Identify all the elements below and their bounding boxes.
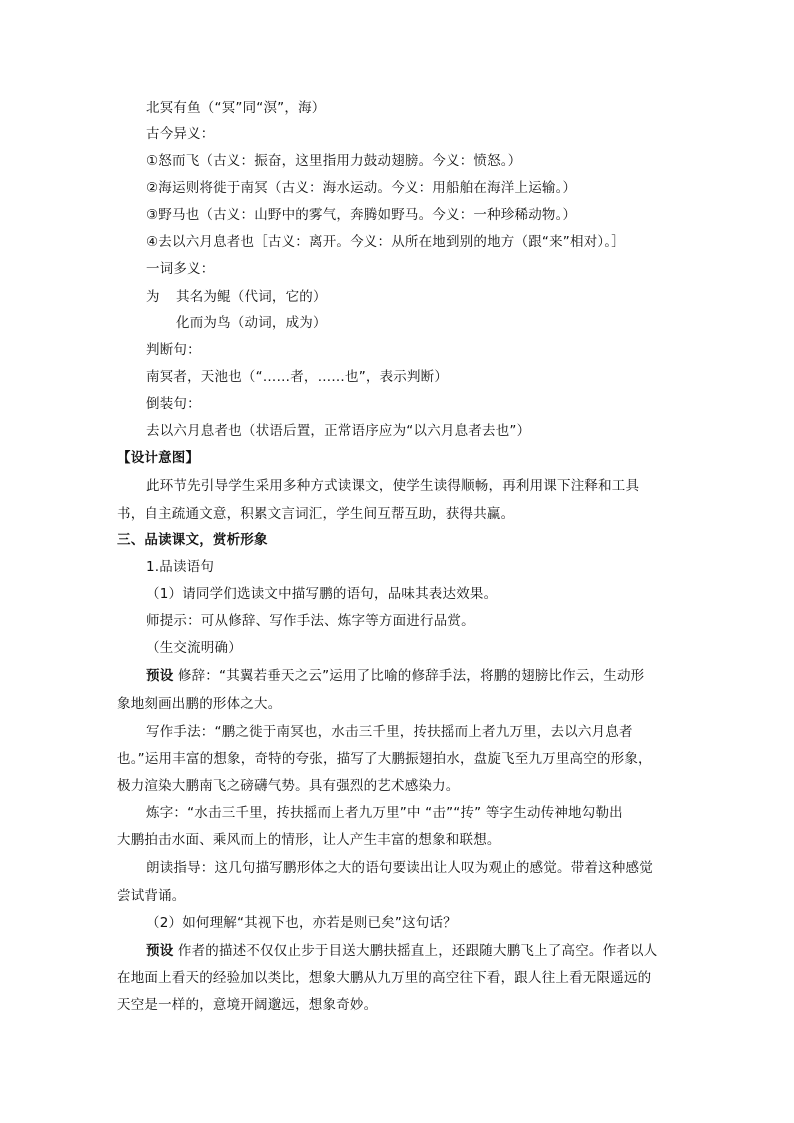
yushe-2-line-1 [146,941,657,961]
gujin-heading: 古今异义： [146,126,215,142]
question-1: （1）请同学们选读文中描写鹏的语句，品味其表达效果。 [146,586,498,602]
design-heading: 【设计意图】 [117,450,200,466]
yushe-2-line-2: 在地面上看天的经验加以类比，想象大鹏从九万里的高空往下看，跟人往上看无限遥远的 [117,970,652,986]
design-text-line-2: 书，自主疏通文意，积累文言词汇，学生间互帮互助，获得共赢。 [117,506,515,522]
gujin-item-1: ①怒而飞（古义：振奋，这里指用力鼓动翅膀。今义：愤怒。） [146,153,522,169]
writing-line-3: 极力渲染大鹏南飞之磅礴气势。具有强烈的艺术感染力。 [117,778,460,794]
question-2: （2）如何理解“其视下也，亦若是则已矣”这句话？ [146,915,457,931]
gujin-item-2: ②海运则将徙于南冥（古义：海水运动。今义：用船舶在海洋上运输。） [146,180,577,196]
yici-word: 为 [146,289,160,305]
section3-heading: 三、品读课文，赏析形象 [117,532,268,548]
yushe-1-line-2: 象地刻画出鹏的形体之大。 [117,696,282,712]
discuss-note: （生交流明确） [146,640,242,656]
gujin-item-3: ③野马也（古义：山野中的雾气，奔腾如野马。今义：一种珍稀动物。） [146,207,577,223]
langdu-line-2: 尝试背诵。 [117,888,186,904]
title-note: 北冥有鱼（“冥”同“溟”，海） [146,100,326,116]
yushe-label: 预设 [146,668,174,684]
daozhuang-heading: 倒装句： [146,396,201,412]
lianzi-line-2: 大鹏拍击水面、乘风而上的情形，让人产生丰富的想象和联想。 [117,832,501,848]
yushe-1-text: 修辞：“其翼若垂天之云”运用了比喻的修辞手法，将鹏的翅膀比作云，生动形 [173,668,645,684]
writing-line-1: 写作手法：“鹏之徙于南冥也，水击三千里，抟扶摇而上者九万里，去以六月息者 [146,724,633,740]
teacher-hint: 师提示：可从修辞、写作手法、炼字等方面进行品赏。 [146,613,475,629]
design-text-line-1: 此环节先引导学生采用多种方式读课文，使学生读得顺畅，再利用课下注释和工具 [146,478,640,494]
langdu-line-1: 朗读指导：这几句描写鹏形体之大的语句要读出让人叹为观止的感觉。带着这种感觉 [146,860,653,876]
yici-item-2: 化而为鸟（动词，成为） [176,315,327,331]
gujin-item-4: ④去以六月息者也［古义：离开。今义：从所在地到别的地方（跟“来”相对）。］ [146,234,625,250]
yushe-label-2: 预设 [146,943,174,959]
daozhuang-example: 去以六月息者也（状语后置，正常语序应为“以六月息者去也”） [146,423,531,439]
panduan-example: 南冥者，天池也（“……者，……也”，表示判断） [146,369,449,385]
lianzi-line-1: 炼字：“水击三千里，抟扶摇而上者九万里”中 “击”“抟” 等字生动传神地勾勒出 [146,805,623,821]
yushe-2-line-3: 天空是一样的，意境开阔邈远，想象奇妙。 [117,997,378,1013]
writing-line-2: 也。”运用丰富的想象，奇特的夸张，描写了大鹏振翅拍水，盘旋飞至九万里高空的形象， [117,751,652,767]
yici-item-1: 其名为鲲（代词，它的） [176,289,327,305]
sub1-heading: 1.品读语句 [146,559,215,575]
yici-heading: 一词多义： [146,261,215,277]
panduan-heading: 判断句： [146,342,201,358]
yushe-2-text: 作者的描述不仅仅止步于目送大鹏扶摇直上，还跟随大鹏飞上了高空。作者以人 [173,943,658,959]
yushe-1-line-1 [146,666,644,686]
